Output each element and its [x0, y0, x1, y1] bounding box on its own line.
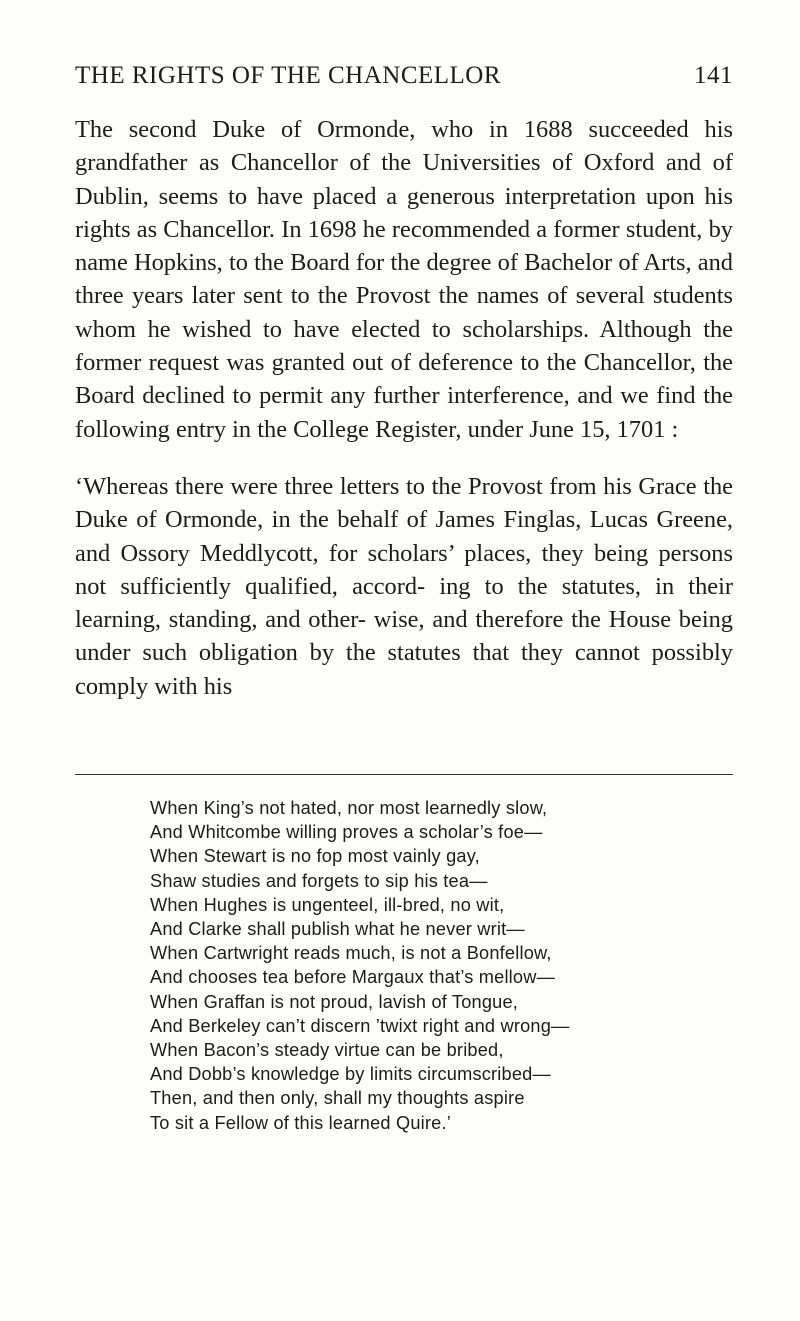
- verse-line: And Dobb’s knowledge by limits circumscribed—: [150, 1064, 551, 1085]
- body-paragraph: The second Duke of Ormonde, who in 1688 succeeded his grandfather as Chancellor of the Universities of Oxford and of Dublin, seems to have placed a generous interpretation upon his rights as Chancellor. In 1698 he recommended a former student, by name Hopkins, to the Board for the degree of Bachelor of Arts, and three years later sent to the Provost the names of several students whom he wished to have elected to scholarships. Although the former request was granted out of deference to the Chancellor, the Board declined to permit any further interference, and we find the following entry in the College Register, under June 15, 1701 :: [75, 116, 733, 443]
- verse-line: Shaw studies and forgets to sip his tea—: [150, 870, 488, 891]
- verse-line: To sit a Fellow of this learned Quire.’: [150, 1112, 451, 1133]
- running-head: [75, 62, 733, 96]
- footnote-verse: [150, 796, 710, 1135]
- verse-line: When Graffan is not proud, lavish of Tongue,: [150, 991, 519, 1012]
- verse-line: When Bacon’s steady virtue can be bribed,: [150, 1040, 504, 1061]
- verse-line: And Whitcombe willing proves a scholar’s foe—: [150, 822, 543, 843]
- verse-line: When Stewart is no fop most vainly gay,: [150, 846, 480, 867]
- page-number: 141: [694, 62, 733, 89]
- verse-line: When Hughes is ungenteel, ill-bred, no wit,: [150, 894, 505, 915]
- main-text: [75, 113, 733, 703]
- verse-line: Then, and then only, shall my thoughts aspire: [150, 1088, 525, 1109]
- running-head-title: THE RIGHTS OF THE CHANCELLOR: [75, 62, 502, 89]
- verse-line: And Berkeley can’t discern ’twixt right and wrong—: [150, 1015, 570, 1036]
- verse-line: And chooses tea before Margaux that’s mellow—: [150, 967, 555, 988]
- verse-line: And Clarke shall publish what he never writ—: [150, 919, 525, 940]
- verse-line: When King’s not hated, nor most learnedly slow,: [150, 798, 548, 818]
- footnote-divider: [75, 774, 733, 775]
- register-quotation: ‘Whereas there were three letters to the Provost from his Grace the Duke of Ormonde, in the behalf of James Finglas, Lucas Greene, and Ossory Meddlycott, for scholars’ places, they being persons not sufficiently qualified, accord- ing to the statutes, in their learning, standing, and other- wise, and therefore the House being under such obligation by the statutes that they cannot possibly comply with his: [75, 472, 733, 700]
- verse-line: When Cartwright reads much, is not a Bonfellow,: [150, 943, 552, 964]
